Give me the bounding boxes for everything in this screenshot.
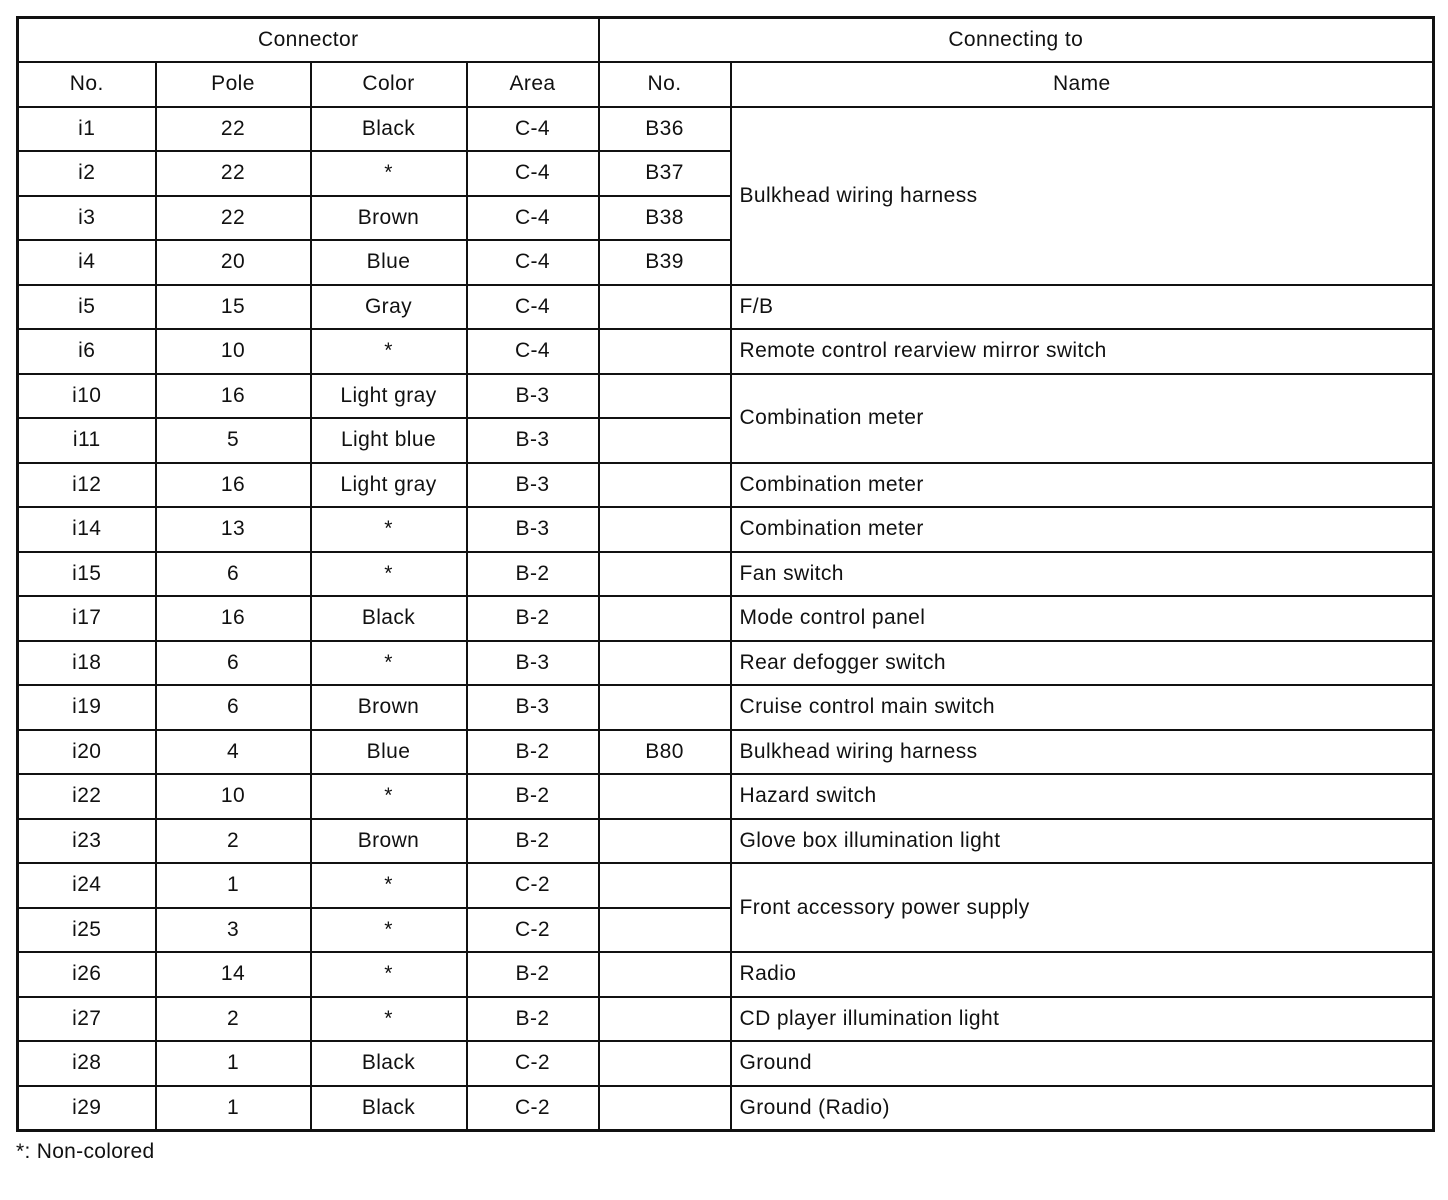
cell-area: B-2 — [467, 819, 599, 864]
cell-color: Light gray — [311, 374, 467, 419]
cell-pole: 22 — [156, 151, 311, 196]
cell-connector-no: i18 — [18, 641, 156, 686]
table-row — [18, 596, 1434, 641]
column-header-no: No. — [18, 62, 156, 107]
cell-color: Blue — [311, 730, 467, 775]
cell-pole: 13 — [156, 507, 311, 552]
table-row — [18, 285, 1434, 330]
table-row — [18, 952, 1434, 997]
cell-color: Light blue — [311, 418, 467, 463]
cell-color: Black — [311, 1086, 467, 1131]
cell-connecting-to-no — [599, 374, 731, 419]
cell-area: B-3 — [467, 685, 599, 730]
cell-area: C-4 — [467, 285, 599, 330]
cell-connector-no: i1 — [18, 107, 156, 152]
cell-connecting-to-name: Cruise control main switch — [731, 685, 1434, 730]
cell-connector-no: i2 — [18, 151, 156, 196]
cell-connecting-to-no — [599, 1086, 731, 1131]
column-header-to-no: No. — [599, 62, 731, 107]
cell-color: Blue — [311, 240, 467, 285]
cell-connector-no: i20 — [18, 730, 156, 775]
cell-color: Brown — [311, 685, 467, 730]
cell-connecting-to-no: B36 — [599, 107, 731, 152]
cell-connecting-to-name: Bulkhead wiring harness — [731, 107, 1434, 285]
cell-connecting-to-name: Hazard switch — [731, 774, 1434, 819]
cell-connecting-to-no — [599, 463, 731, 508]
cell-connector-no: i28 — [18, 1041, 156, 1086]
table-row — [18, 1086, 1434, 1131]
column-header-pole: Pole — [156, 62, 311, 107]
cell-area: B-3 — [467, 507, 599, 552]
cell-area: C-4 — [467, 196, 599, 241]
cell-connecting-to-name: Radio — [731, 952, 1434, 997]
table-row — [18, 463, 1434, 508]
cell-connecting-to-no: B39 — [599, 240, 731, 285]
cell-color: * — [311, 641, 467, 686]
footnote: *: Non-colored — [16, 1140, 155, 1163]
cell-color: Brown — [311, 819, 467, 864]
cell-pole: 6 — [156, 552, 311, 597]
table-row — [18, 863, 1434, 908]
cell-connecting-to-no: B37 — [599, 151, 731, 196]
connector-table — [16, 16, 1435, 1132]
table-row — [18, 730, 1434, 775]
cell-connecting-to-name: Bulkhead wiring harness — [731, 730, 1434, 775]
cell-connecting-to-no — [599, 596, 731, 641]
cell-area: B-3 — [467, 463, 599, 508]
cell-pole: 10 — [156, 329, 311, 374]
table-row — [18, 1041, 1434, 1086]
cell-pole: 4 — [156, 730, 311, 775]
cell-connector-no: i6 — [18, 329, 156, 374]
cell-connecting-to-no — [599, 552, 731, 597]
cell-connector-no: i4 — [18, 240, 156, 285]
group-header-connecting-to: Connecting to — [599, 18, 1434, 63]
cell-connecting-to-name: F/B — [731, 285, 1434, 330]
cell-connecting-to-no: B80 — [599, 730, 731, 775]
cell-color: * — [311, 952, 467, 997]
cell-color: * — [311, 552, 467, 597]
cell-connecting-to-name: Combination meter — [731, 507, 1434, 552]
cell-pole: 6 — [156, 641, 311, 686]
cell-area: C-2 — [467, 1041, 599, 1086]
cell-color: * — [311, 863, 467, 908]
cell-connecting-to-no — [599, 952, 731, 997]
cell-color: * — [311, 151, 467, 196]
cell-area: C-2 — [467, 1086, 599, 1131]
cell-pole: 16 — [156, 463, 311, 508]
cell-connector-no: i11 — [18, 418, 156, 463]
cell-area: C-4 — [467, 107, 599, 152]
cell-connector-no: i27 — [18, 997, 156, 1042]
cell-pole: 2 — [156, 997, 311, 1042]
table-row — [18, 641, 1434, 686]
cell-pole: 5 — [156, 418, 311, 463]
connector-table-sheet — [16, 16, 1435, 1132]
cell-connecting-to-name: Remote control rearview mirror switch — [731, 329, 1434, 374]
cell-area: B-2 — [467, 552, 599, 597]
cell-connecting-to-no — [599, 997, 731, 1042]
column-header-name: Name — [731, 62, 1434, 107]
cell-connector-no: i22 — [18, 774, 156, 819]
cell-connecting-to-name: CD player illumination light — [731, 997, 1434, 1042]
cell-area: B-2 — [467, 730, 599, 775]
cell-connector-no: i23 — [18, 819, 156, 864]
table-row — [18, 774, 1434, 819]
cell-connector-no: i14 — [18, 507, 156, 552]
cell-pole: 14 — [156, 952, 311, 997]
cell-pole: 15 — [156, 285, 311, 330]
cell-connecting-to-name: Rear defogger switch — [731, 641, 1434, 686]
cell-connecting-to-no — [599, 285, 731, 330]
cell-connecting-to-name: Ground — [731, 1041, 1434, 1086]
cell-color: * — [311, 997, 467, 1042]
cell-color: * — [311, 329, 467, 374]
cell-pole: 1 — [156, 863, 311, 908]
cell-area: B-2 — [467, 952, 599, 997]
cell-area: C-2 — [467, 908, 599, 953]
cell-area: B-2 — [467, 596, 599, 641]
cell-connector-no: i15 — [18, 552, 156, 597]
cell-area: B-3 — [467, 418, 599, 463]
group-header-row — [18, 18, 1434, 63]
table-row — [18, 685, 1434, 730]
cell-connecting-to-name: Fan switch — [731, 552, 1434, 597]
cell-connector-no: i12 — [18, 463, 156, 508]
table-row — [18, 329, 1434, 374]
table-row — [18, 552, 1434, 597]
cell-connecting-to-name: Mode control panel — [731, 596, 1434, 641]
cell-connector-no: i17 — [18, 596, 156, 641]
cell-color: Black — [311, 596, 467, 641]
cell-connecting-to-no — [599, 418, 731, 463]
cell-area: C-4 — [467, 240, 599, 285]
cell-connecting-to-no — [599, 819, 731, 864]
cell-pole: 2 — [156, 819, 311, 864]
cell-color: Light gray — [311, 463, 467, 508]
cell-connector-no: i26 — [18, 952, 156, 997]
cell-connecting-to-no — [599, 507, 731, 552]
table-header — [18, 18, 1434, 107]
cell-connecting-to-no — [599, 329, 731, 374]
cell-connecting-to-no — [599, 774, 731, 819]
column-header-row — [18, 62, 1434, 107]
cell-connector-no: i3 — [18, 196, 156, 241]
cell-area: C-2 — [467, 863, 599, 908]
cell-pole: 20 — [156, 240, 311, 285]
cell-pole: 3 — [156, 908, 311, 953]
cell-color: * — [311, 774, 467, 819]
cell-color: Brown — [311, 196, 467, 241]
cell-connecting-to-name: Glove box illumination light — [731, 819, 1434, 864]
cell-pole: 16 — [156, 596, 311, 641]
cell-connecting-to-name: Combination meter — [731, 374, 1434, 463]
cell-area: B-2 — [467, 774, 599, 819]
cell-area: B-3 — [467, 641, 599, 686]
cell-color: * — [311, 507, 467, 552]
group-header-connector: Connector — [18, 18, 599, 63]
cell-connecting-to-name: Combination meter — [731, 463, 1434, 508]
table-row — [18, 107, 1434, 152]
table-row — [18, 507, 1434, 552]
cell-connecting-to-no — [599, 641, 731, 686]
cell-connecting-to-no — [599, 1041, 731, 1086]
column-header-color: Color — [311, 62, 467, 107]
table-row — [18, 819, 1434, 864]
cell-pole: 10 — [156, 774, 311, 819]
cell-color: Black — [311, 1041, 467, 1086]
cell-pole: 1 — [156, 1086, 311, 1131]
cell-pole: 22 — [156, 196, 311, 241]
cell-connector-no: i29 — [18, 1086, 156, 1131]
cell-color: * — [311, 908, 467, 953]
cell-connecting-to-no — [599, 863, 731, 908]
table-row — [18, 997, 1434, 1042]
column-header-area: Area — [467, 62, 599, 107]
table-row — [18, 374, 1434, 419]
cell-connecting-to-no: B38 — [599, 196, 731, 241]
cell-color: Black — [311, 107, 467, 152]
cell-connecting-to-name: Front accessory power supply — [731, 863, 1434, 952]
cell-area: B-2 — [467, 997, 599, 1042]
cell-connecting-to-name: Ground (Radio) — [731, 1086, 1434, 1131]
cell-connector-no: i25 — [18, 908, 156, 953]
cell-connecting-to-no — [599, 685, 731, 730]
cell-pole: 1 — [156, 1041, 311, 1086]
cell-pole: 6 — [156, 685, 311, 730]
cell-connector-no: i5 — [18, 285, 156, 330]
cell-area: B-3 — [467, 374, 599, 419]
cell-connector-no: i10 — [18, 374, 156, 419]
cell-pole: 22 — [156, 107, 311, 152]
cell-color: Gray — [311, 285, 467, 330]
cell-connector-no: i24 — [18, 863, 156, 908]
cell-pole: 16 — [156, 374, 311, 419]
table-body — [18, 107, 1434, 1131]
cell-area: C-4 — [467, 329, 599, 374]
cell-area: C-4 — [467, 151, 599, 196]
cell-connecting-to-no — [599, 908, 731, 953]
cell-connector-no: i19 — [18, 685, 156, 730]
